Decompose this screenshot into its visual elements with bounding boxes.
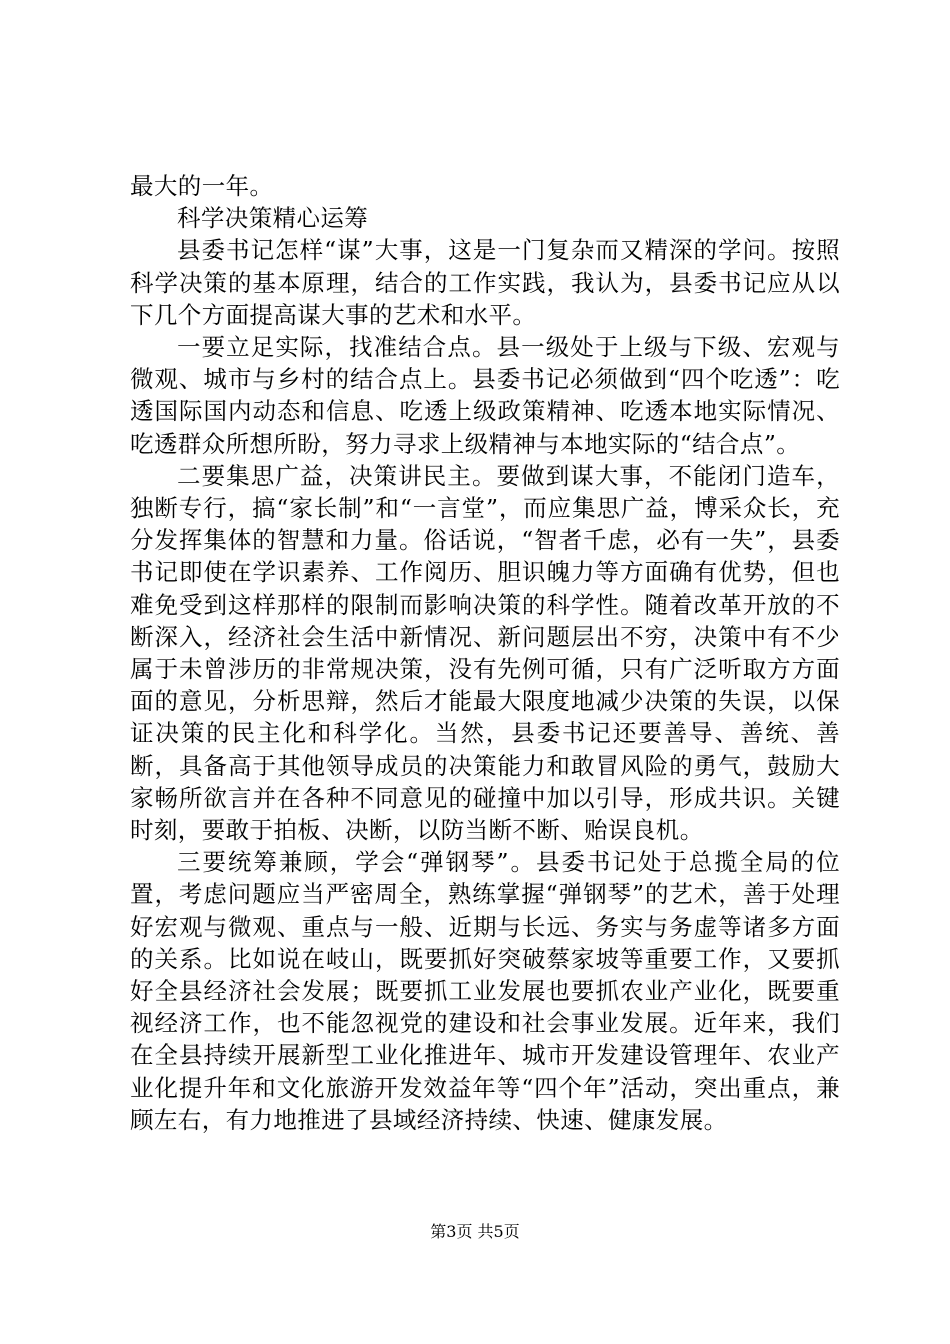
paragraph-point-three: 三要统筹兼顾，学会“弹钢琴”。县委书记处于总揽全局的位置，考虑问题应当严密周全，熟练掌握“弹钢琴”的艺术，善于处理好宏观与微观、重点与一般、近期与长远、务实与务虚等诸多方面的关系。比如说在岐山，既要抓好突破蔡家坡等重要工作，又要抓好全县经济社会发展；既要抓工业发展也要抓农业产业化，既要重视经济工作，也不能忽视党的建设和社会事业发展。近年来，我们在全县持续开展新型工业化推进年、城市开发建设管理年、农业产业化提升年和文化旅游开发效益年等“四个年”活动，突出重点，兼顾左右，有力地推进了县域经济持续、快速、健康发展。 (130, 848, 840, 1134)
paragraph-point-one: 一要立足实际，找准结合点。县一级处于上级与下级、宏观与微观、城市与乡村的结合点上。县委书记必须做到“四个吃透”：吃透国际国内动态和信息、吃透上级政策精神、吃透本地实际情况、吃透群众所想所盼，努力寻求上级精神与本地实际的“结合点”。 (130, 333, 840, 458)
paragraph-intro: 县委书记怎样“谋”大事，这是一门复杂而又精深的学问。按照科学决策的基本原理，结合的工作实践，我认为，县委书记应从以下几个方面提高谋大事的艺术和水平。 (130, 236, 840, 329)
page-number-label: 第3页 共5页 (430, 1222, 520, 1241)
paragraph-point-two: 二要集思广益，决策讲民主。要做到谋大事，不能闭门造车，独断专行，搞“家长制”和“一言堂”，而应集思广益，博采众长，充分发挥集体的智慧和力量。俗话说，“智者千虑，必有一失”，县委书记即使在学识素养、工作阅历、胆识魄力等方面确有优势，但也难免受到这样那样的限制而影响决策的科学性。随着改革开放的不断深入，经济社会生活中新情况、新问题层出不穷，决策中有不少属于未曾涉历的非常规决策，没有先例可循，只有广泛听取方方面面的意见，分析思辩，然后才能最大限度地减少决策的失误，以保证决策的民主化和科学化。当然，县委书记还要善导、善统、善断，具备高于其他领导成员的决策能力和敢冒风险的勇气，鼓励大家畅所欲言并在各种不同意见的碰撞中加以引导，形成共识。关键时刻，要敢于拍板、决断，以防当断不断、贻误良机。 (130, 461, 840, 845)
paragraph-continuation: 最大的一年。 (130, 172, 274, 200)
section-heading: 科学决策精心运筹 (177, 204, 369, 233)
page-footer (0, 1222, 950, 1242)
document-body (130, 170, 840, 1136)
